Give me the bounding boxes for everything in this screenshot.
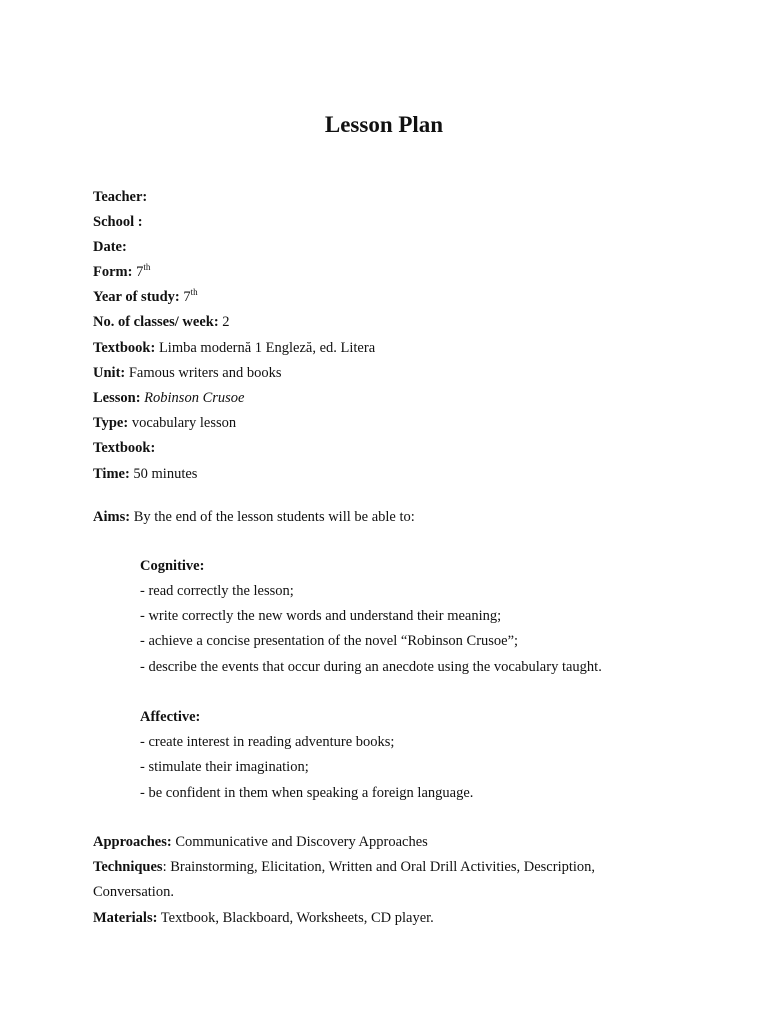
- affective-item: - create interest in reading adventure books;: [140, 734, 395, 750]
- page-title: Lesson Plan: [324, 112, 444, 137]
- techniques-label: Techniques: [93, 859, 163, 875]
- time-label: Time:: [93, 466, 130, 482]
- cognitive-heading-label: Cognitive:: [140, 558, 205, 574]
- techniques-line: [93, 855, 643, 905]
- aims-text: By the end of the lesson students will be able to:: [133, 509, 415, 525]
- cognitive-item: - write correctly the new words and understand their meaning;: [140, 608, 502, 624]
- textbook-line: [93, 338, 375, 358]
- textbook-value: Limba modernă 1 Engleză, ed. Litera: [158, 340, 376, 356]
- techniques-value: : Brainstorming, Elicitation, Written and Oral Drill Activities, Description, Conversation.: [93, 859, 596, 900]
- classes-per-week-value: 2: [222, 314, 230, 330]
- year-of-study-suffix: th: [190, 287, 198, 297]
- form-line: [93, 262, 150, 282]
- school-line: [93, 212, 143, 232]
- time-value: 50 minutes: [133, 466, 198, 482]
- affective-heading-label: Affective:: [140, 709, 201, 725]
- textbook-label: Textbook:: [93, 340, 156, 356]
- lesson-label: Lesson:: [93, 390, 141, 406]
- lesson-value: Robinson Crusoe: [144, 390, 245, 406]
- year-of-study-line: [93, 287, 198, 307]
- lesson-line: [93, 388, 244, 408]
- materials-line: [93, 908, 434, 928]
- materials-value: Textbook, Blackboard, Worksheets, CD player.: [160, 910, 434, 926]
- cognitive-item: - describe the events that occur during an anecdote using the vocabulary taught.: [140, 659, 602, 675]
- approaches-line: [93, 832, 428, 852]
- textbook-second-label: Textbook:: [93, 440, 156, 456]
- form-value: 7: [136, 264, 144, 280]
- aims-label: Aims:: [93, 509, 131, 525]
- school-label: School :: [93, 214, 143, 230]
- year-of-study-label: Year of study:: [93, 289, 180, 305]
- type-line: [93, 413, 236, 433]
- form-value-suffix: th: [143, 262, 151, 272]
- unit-line: [93, 363, 282, 383]
- affective-item: - be confident in them when speaking a foreign language.: [140, 785, 474, 801]
- cognitive-item: - read correctly the lesson;: [140, 583, 294, 599]
- type-value: vocabulary lesson: [131, 415, 237, 431]
- cognitive-item: - achieve a concise presentation of the novel “Robinson Crusoe”;: [140, 633, 519, 649]
- materials-label: Materials:: [93, 910, 158, 926]
- unit-value: Famous writers and books: [128, 365, 282, 381]
- teacher-line: [93, 187, 147, 207]
- type-label: Type:: [93, 415, 129, 431]
- approaches-value: Communicative and Discovery Approaches: [175, 834, 428, 850]
- date-line: [93, 237, 127, 257]
- affective-heading: [140, 707, 200, 727]
- affective-item: - stimulate their imagination;: [140, 759, 309, 775]
- aims-line: [93, 507, 415, 527]
- date-label: Date:: [93, 239, 127, 255]
- approaches-label: Approaches:: [93, 834, 172, 850]
- form-label: Form:: [93, 264, 133, 280]
- unit-label: Unit:: [93, 365, 126, 381]
- year-of-study-value: 7: [183, 289, 191, 305]
- cognitive-heading: [140, 556, 204, 576]
- classes-per-week-line: [93, 312, 230, 332]
- textbook-second-line: [93, 438, 155, 458]
- classes-per-week-label: No. of classes/ week:: [93, 314, 219, 330]
- teacher-label: Teacher:: [93, 189, 148, 205]
- time-line: [93, 464, 197, 484]
